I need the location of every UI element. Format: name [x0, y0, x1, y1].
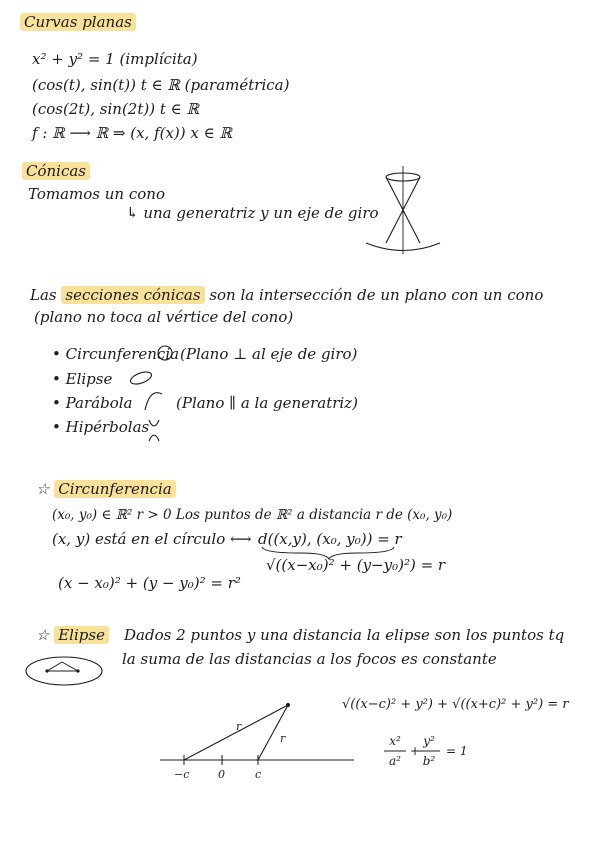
star-icon: ☆ — [36, 480, 50, 498]
circunferencia-line4: (x − x₀)² + (y − y₀)² = r² — [58, 574, 241, 592]
elipse-line2: la suma de las distancias a los focos es constante — [122, 650, 497, 668]
bullet-hiperbolas: • Hipérbolas — [52, 418, 150, 436]
curvas-line: x² + y² = 1 (implícita) — [32, 50, 198, 68]
star-icon: ☆ — [36, 626, 50, 644]
segment-label-left: r — [236, 720, 242, 733]
formula2-x: x² — [389, 734, 401, 748]
circunferencia-line2-left: (x, y) está en el círculo ⟷ — [52, 530, 252, 548]
elipse-line1: Dados 2 puntos y una distancia la elipse son los puntos tq — [124, 626, 565, 644]
conicas-intro: Tomamos un cono — [28, 185, 165, 203]
circunferencia-line2-right: d((x,y), (x₀, y₀)) = r — [258, 530, 402, 548]
bullet-parabola: • Parábola — [52, 394, 133, 412]
formula2-y: y² — [423, 734, 435, 748]
formula2-a: a² — [389, 754, 401, 768]
bullet-elipse: • Elipse — [52, 370, 113, 388]
curvas-line: (cos(2t), sin(2t)) t ∈ ℝ — [32, 100, 199, 118]
formula2-plus: + — [410, 744, 421, 758]
conicas-definition-line1: Las secciones cónicas son la intersección de un plano con un cono — [30, 286, 544, 304]
formula2-eq: = 1 — [446, 744, 468, 758]
elipse-formula1: √((x−c)² + y²) + √((x+c)² + y²) = r — [342, 697, 569, 712]
circunferencia-line1: (x₀, y₀) ∈ ℝ² r > 0 Los puntos de ℝ² a distancia r de (x₀, y₀) — [52, 507, 453, 523]
circunferencia-heading: ☆ Circunferencia — [36, 480, 176, 498]
bullet-circunferencia: • Circunferencia — [52, 345, 180, 363]
curvas-line: (cos(t), sin(t)) t ∈ ℝ (paramétrica) — [32, 76, 290, 94]
axis-label-c: c — [255, 768, 262, 781]
conicas-intro-sub: ↳ una generatriz y un eje de giro — [126, 204, 379, 222]
elipse-heading: ☆ Elipse — [36, 626, 109, 644]
point — [286, 703, 290, 707]
segment-label-right: r — [280, 732, 286, 745]
conicas-heading: Cónicas — [22, 162, 90, 180]
curvas-heading: Curvas planas — [20, 13, 136, 31]
axis-label-minus-c: −c — [174, 768, 190, 781]
circunferencia-line3: √((x−x₀)² + (y−y₀)²) = r — [266, 556, 446, 574]
axis-label-zero: 0 — [218, 768, 225, 781]
bullet-note-parabola: (Plano ∥ a la generatriz) — [176, 394, 358, 412]
bullet-note-circunferencia: (Plano ⊥ al eje de giro) — [180, 345, 358, 363]
formula2-b: b² — [422, 754, 436, 768]
conicas-definition-line2: (plano no toca al vértice del cono) — [34, 308, 294, 326]
curvas-line: f : ℝ ⟶ ℝ ⇒ (x, f(x)) x ∈ ℝ — [32, 124, 232, 142]
